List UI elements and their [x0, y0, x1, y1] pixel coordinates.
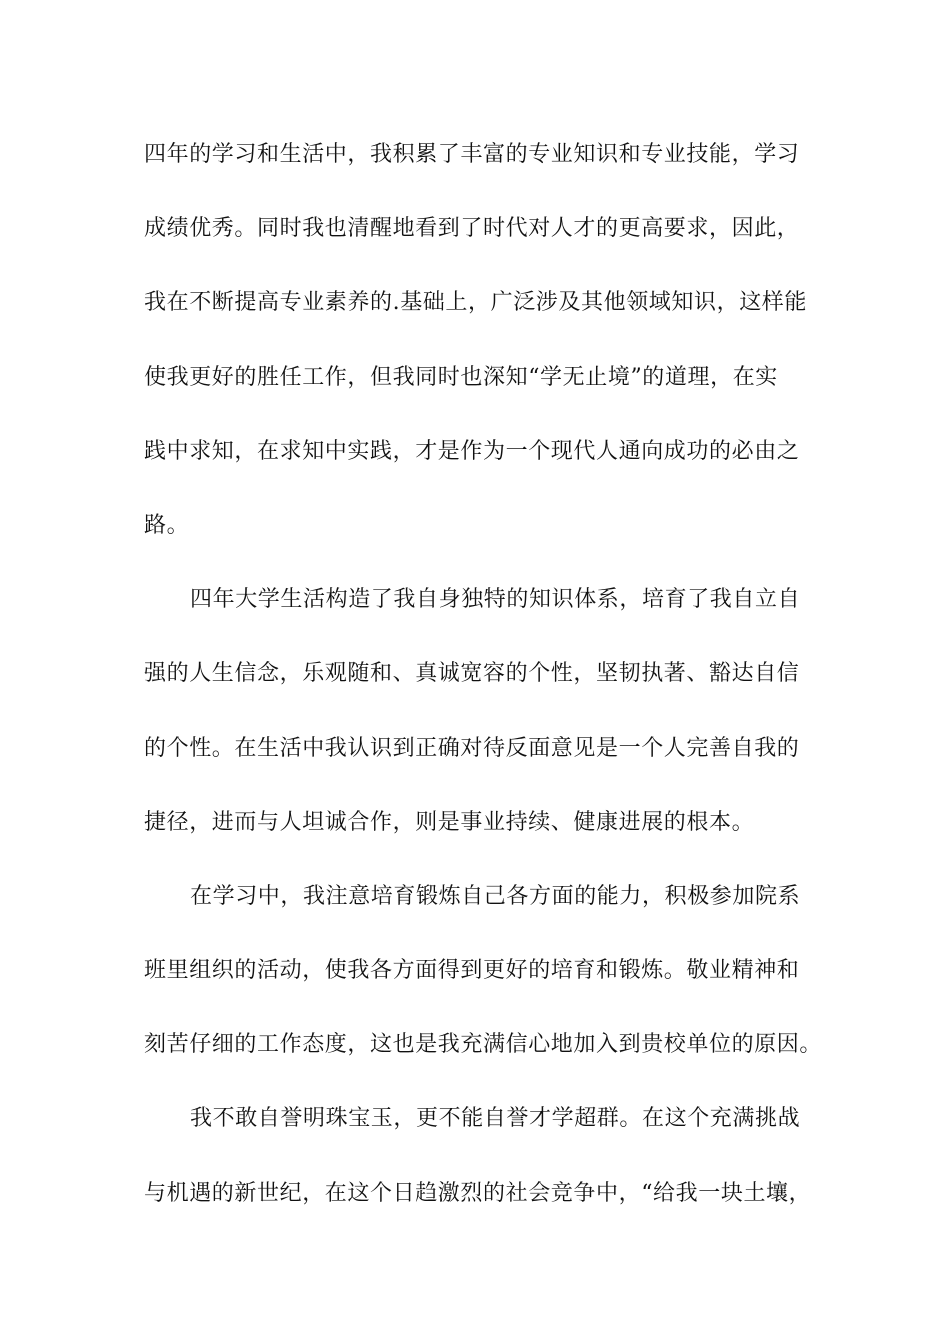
text-line: 四年的学习和生活中，我积累了丰富的专业知识和专业技能，学习 — [144, 142, 800, 167]
text-line: 与机遇的新世纪，在这个日趋激烈的社会竞争中，“给我一块土壤， — [144, 1180, 812, 1206]
text-line: 班里组织的活动，使我各方面得到更好的培育和锻炼。敬业精神和 — [144, 958, 800, 984]
paragraph-first-line: 四年大学生活构造了我自身独特的知识体系，培育了我自立自 — [190, 587, 801, 613]
text-line: 的个性。在生活中我认识到正确对待反面意见是一个人完善自我的 — [144, 735, 800, 761]
text-line: 路。 — [144, 512, 190, 538]
text-line: 刻苦仔细的工作态度，这也是我充满信心地加入到贵校单位的原因。 — [144, 1032, 823, 1058]
document-body — [144, 118, 834, 1231]
text-line: 践中求知，在求知中实践，才是作为一个现代人通向成功的必由之 — [144, 438, 800, 464]
text-line: 捷径，进而与人坦诚合作，则是事业持续、健康进展的根本。 — [144, 809, 755, 835]
paragraph-first-line: 在学习中，我注意培育锻炼自己各方面的能力，积极参加院系 — [190, 883, 801, 909]
text-line: 强的人生信念，乐观随和、真诚宽容的个性，坚韧执著、豁达自信 — [144, 661, 800, 687]
text-line: 使我更好的胜任工作，但我同时也深知“学无止境”的道理，在实 — [144, 364, 778, 390]
text-line: 我在不断提高专业素养的.基础上，广泛涉及其他领域知识，这样能 — [144, 290, 807, 316]
paragraph-first-line: 我不敢自誉明珠宝玉，更不能自誉才学超群。在这个充满挑战 — [190, 1106, 801, 1132]
text-line: 成绩优秀。同时我也清醒地看到了时代对人才的更高要求，因此， — [144, 216, 800, 242]
